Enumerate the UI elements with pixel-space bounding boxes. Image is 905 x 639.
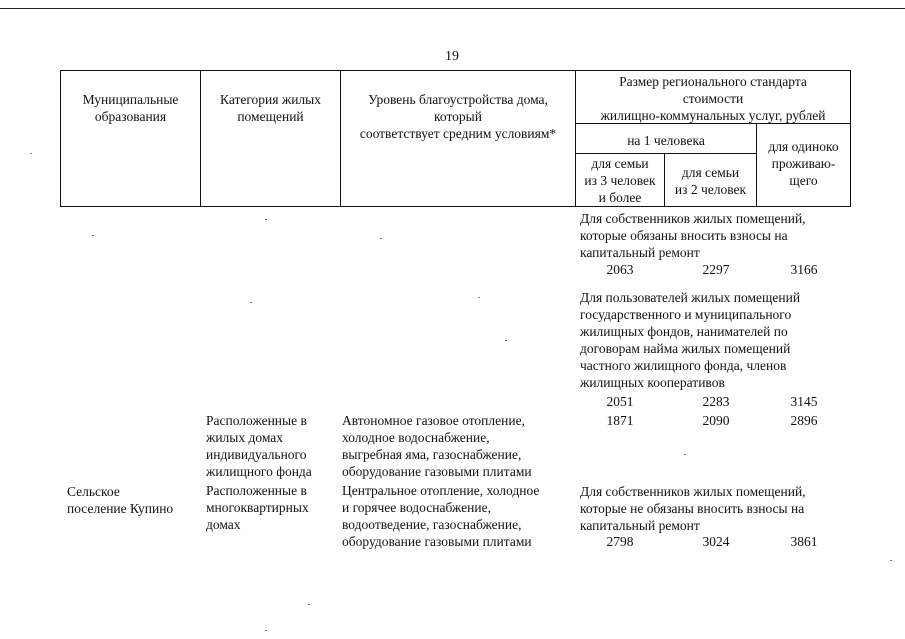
row-apartment-value-family2: 3024 xyxy=(702,534,730,549)
scan-speck xyxy=(265,630,267,631)
header-family2: для семьи из 2 человек xyxy=(674,165,747,197)
row-apartment-category: Расположенные в многоквартирных домах xyxy=(206,483,309,532)
header-per-person: на 1 человека xyxy=(627,133,705,148)
section2-value-family2: 2283 xyxy=(702,394,730,409)
header-family3: для семьи из 3 человек и более xyxy=(584,156,656,205)
header-municipality: Муниципальные образования xyxy=(82,92,179,124)
scan-speck xyxy=(30,153,32,154)
header-level: Уровень благоустройства дома, который соответствует средним условиям* xyxy=(359,92,557,141)
section1-note: Для собственников жилых помещений, которые обязаны вносить взносы на капитальный ремонт xyxy=(580,211,806,260)
row-apartment-value-single: 3861 xyxy=(790,534,818,549)
row-apartment-value-family3: 2798 xyxy=(606,534,634,549)
scan-speck xyxy=(265,219,267,220)
row-individual-value-single: 2896 xyxy=(790,413,818,428)
scan-speck xyxy=(505,340,507,341)
row-individual-category: Расположенные в жилых домах индивидуального жилищного фонда xyxy=(206,413,312,479)
section1-value-family3: 2063 xyxy=(606,262,634,277)
scan-speck xyxy=(380,238,382,239)
section2-note: Для пользователей жилых помещений государственного и муниципального жилищных фондов, нанимателей по договорам найма жилых помещений частного жилищного фонда, членов жилищных кооперативов xyxy=(580,290,801,390)
section2-value-family3: 2051 xyxy=(606,394,634,409)
row-apartment-municipality: Сельское поселение Купино xyxy=(67,484,174,516)
scan-speck xyxy=(308,604,310,605)
header-single: для одиноко проживаю- щего xyxy=(768,139,839,188)
top-border-line xyxy=(0,8,905,9)
section1-value-single: 3166 xyxy=(790,262,818,277)
section1-value-family2: 2297 xyxy=(702,262,730,277)
section2-value-single: 3145 xyxy=(790,394,818,409)
scan-speck xyxy=(478,297,480,298)
row-individual-value-family3: 1871 xyxy=(606,413,634,428)
row-apartment-level: Центральное отопление, холодное и горячее водоснабжение, водоотведение, газоснабжение, оборудование газовыми плитами xyxy=(342,483,540,549)
page-number: 19 xyxy=(445,49,459,64)
scan-speck xyxy=(92,235,94,236)
row-apartment-note: Для собственников жилых помещений, которые не обязаны вносить взносы на капитальный ремонт xyxy=(580,484,806,533)
header-standard: Размер регионального стандарта стоимости жилищно-коммунальных услуг, рублей xyxy=(600,74,826,123)
row-individual-level: Автономное газовое отопление, холодное водоснабжение, выгребная яма, газоснабжение, оборудование газовыми плитами xyxy=(342,413,532,479)
scan-speck xyxy=(684,454,686,455)
scan-speck xyxy=(890,560,892,561)
table-header xyxy=(60,70,851,207)
scan-speck xyxy=(250,302,252,303)
row-individual-value-family2: 2090 xyxy=(702,413,730,428)
row-divider xyxy=(575,153,756,154)
header-category: Категория жилых помещений xyxy=(220,92,321,124)
